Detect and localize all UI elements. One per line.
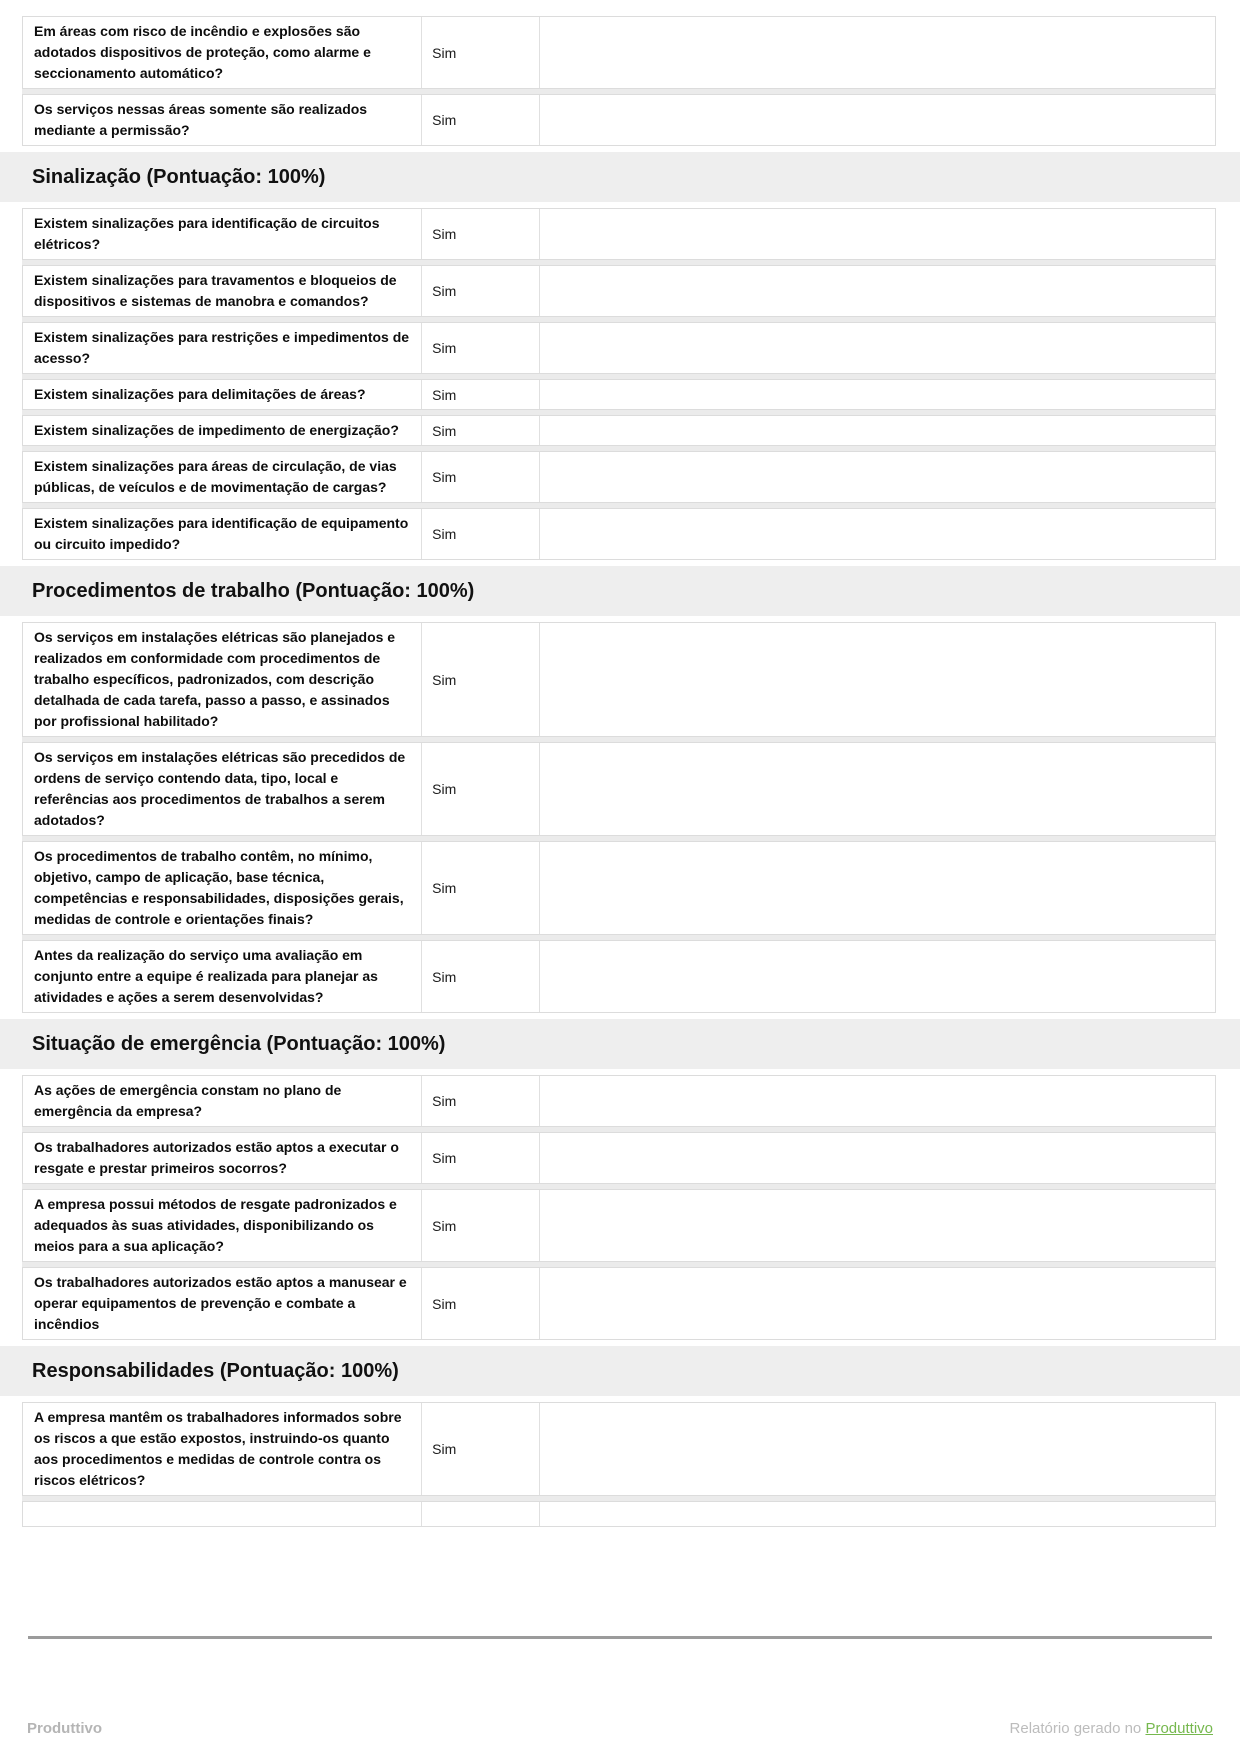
footer-divider: [28, 1636, 1212, 1639]
footer-generated-note: [1010, 1720, 1213, 1737]
answer-cell: [421, 452, 540, 502]
footer-generated-text: Relatório gerado no: [1009, 1720, 1146, 1737]
table-row: [22, 841, 1216, 935]
table-row: [22, 1132, 1216, 1184]
answer-value: Sim: [432, 968, 457, 985]
checklist-table: [22, 208, 1216, 560]
table-row: [22, 1189, 1216, 1262]
answer-value: Sim: [432, 1217, 457, 1234]
table-row: [22, 940, 1216, 1013]
table-row: [22, 622, 1216, 737]
answer-value: Sim: [432, 422, 457, 439]
observation-cell: [540, 1403, 1215, 1495]
checklist-table: [22, 622, 1216, 1013]
answer-value: Sim: [432, 112, 457, 128]
observation-cell: [540, 266, 1215, 316]
section-title: Sinalização (Pontuação: 100%): [32, 165, 326, 188]
observation-cell: [540, 380, 1215, 409]
answer-cell: [421, 842, 540, 934]
answer-value: Sim: [432, 1441, 457, 1457]
table-row: [22, 415, 1216, 446]
answer-cell: [421, 1190, 540, 1261]
answer-value: Sim: [432, 340, 457, 356]
section-title: Situação de emergência (Pontuação: 100%): [32, 1032, 446, 1055]
question-text: Em áreas com risco de incêndio e explosões são adotados dispositivos de proteção, como alarme e seccionamento automático?: [34, 23, 371, 81]
table-row: [22, 379, 1216, 410]
section-header: [0, 1346, 1240, 1396]
table-row: [22, 94, 1216, 146]
answer-cell: [421, 416, 540, 445]
question-text: Os trabalhadores autorizados estão aptos a executar o resgate e prestar primeiros socorros?: [34, 1139, 399, 1176]
answer-cell: [421, 509, 540, 559]
footer-brand: Produttivo: [27, 1720, 102, 1737]
section-header: [0, 566, 1240, 616]
answer-value: Sim: [432, 1295, 457, 1312]
question-text: Os serviços em instalações elétricas são precedidos de ordens de serviço contendo data, tipo, local e referências aos procedimentos de trabalhos a serem adotados?: [34, 749, 406, 828]
answer-cell: [421, 1133, 540, 1183]
question-text: A empresa mantêm os trabalhadores informados sobre os riscos a que estão expostos, instruindo-os quanto aos procedimentos e medidas de controle contra os riscos elétricos?: [34, 1409, 402, 1488]
answer-value: Sim: [432, 283, 457, 299]
answer-cell: [421, 266, 540, 316]
table-row: [22, 16, 1216, 89]
answer-cell: [421, 1076, 540, 1126]
checklist-table: [22, 1402, 1216, 1527]
observation-cell: [540, 1076, 1215, 1126]
answer-cell: [421, 380, 540, 409]
answer-cell: [421, 941, 540, 1012]
question-text: As ações de emergência constam no plano de emergência da empresa?: [34, 1082, 342, 1119]
observation-cell: [540, 1133, 1215, 1183]
produttivo-link[interactable]: Produttivo: [1145, 1720, 1213, 1737]
question-text: Existem sinalizações para áreas de circulação, de vias públicas, de veículos e de movimentação de cargas?: [34, 458, 397, 495]
answer-value: Sim: [432, 1093, 457, 1109]
answer-value: Sim: [432, 880, 457, 896]
section-title: Responsabilidades (Pontuação: 100%): [32, 1359, 399, 1382]
observation-cell: [540, 1268, 1215, 1339]
table-row: [22, 1402, 1216, 1496]
question-text: Existem sinalizações para delimitações de áreas?: [34, 386, 366, 402]
observation-cell: [540, 1190, 1215, 1261]
answer-cell: [421, 1268, 540, 1339]
observation-cell: [540, 209, 1215, 259]
observation-cell: [540, 452, 1215, 502]
table-row: [22, 508, 1216, 560]
question-text: Antes da realização do serviço uma avaliação em conjunto entre a equipe é realizada para planejar as atividades e ações a serem desenvolvidas?: [34, 947, 378, 1005]
question-text: A empresa possui métodos de resgate padronizados e adequados às suas atividades, disponibilizando os meios para a sua aplicação?: [34, 1196, 397, 1254]
question-text: Existem sinalizações para identificação de equipamento ou circuito impedido?: [34, 515, 409, 552]
question-text: Os serviços nessas áreas somente são realizados mediante a permissão?: [34, 101, 368, 138]
question-text: Existem sinalizações de impedimento de energização?: [34, 422, 399, 438]
table-row: [22, 1075, 1216, 1127]
observation-cell: [540, 623, 1215, 736]
answer-cell: [421, 95, 540, 145]
question-text: Existem sinalizações para identificação de circuitos elétricos?: [34, 215, 380, 252]
table-row: [22, 265, 1216, 317]
table-row: [22, 208, 1216, 260]
question-text: Os trabalhadores autorizados estão aptos a manusear e operar equipamentos de prevenção e combate a incêndios: [34, 1274, 407, 1332]
answer-value: Sim: [432, 469, 457, 485]
answer-cell: [421, 743, 540, 835]
answer-value: Sim: [432, 526, 457, 542]
table-row: [22, 451, 1216, 503]
observation-cell: [540, 941, 1215, 1012]
question-text: Existem sinalizações para travamentos e bloqueios de dispositivos e sistemas de manobra e comandos?: [34, 272, 397, 309]
section-header: [0, 152, 1240, 202]
answer-value: Sim: [432, 671, 457, 688]
table-row-empty: [22, 1501, 1216, 1527]
checklist-table: [22, 16, 1216, 146]
table-row: [22, 742, 1216, 836]
observation-cell: [540, 17, 1215, 88]
answer-value: Sim: [432, 1150, 457, 1166]
answer-value: Sim: [432, 386, 457, 403]
observation-cell: [540, 743, 1215, 835]
answer-cell: [421, 1403, 540, 1495]
table-row: [22, 322, 1216, 374]
answer-value: Sim: [432, 44, 457, 61]
observation-cell: [540, 323, 1215, 373]
question-text: [23, 1502, 421, 1526]
question-text: Os serviços em instalações elétricas são planejados e realizados em conformidade com procedimentos de trabalho específicos, padronizados, com descrição detalhada de cada tarefa, passo a passo, e assinados por profissional habilitado?: [34, 629, 396, 729]
observation-cell: [540, 1502, 1215, 1526]
question-text: Existem sinalizações para restrições e impedimentos de acesso?: [34, 329, 410, 366]
answer-cell: [421, 209, 540, 259]
observation-cell: [540, 509, 1215, 559]
observation-cell: [540, 95, 1215, 145]
section-title: Procedimentos de trabalho (Pontuação: 100%): [32, 579, 475, 602]
answer-cell: [421, 17, 540, 88]
answer-value: Sim: [432, 781, 457, 797]
observation-cell: [540, 416, 1215, 445]
question-text: Os procedimentos de trabalho contêm, no mínimo, objetivo, campo de aplicação, base técnica, competências e responsabilidades, disposições gerais, medidas de controle e orientações finais?: [34, 848, 404, 927]
answer-cell: [421, 1502, 540, 1526]
answer-value: Sim: [432, 226, 457, 242]
checklist-table: [22, 1075, 1216, 1340]
table-row: [22, 1267, 1216, 1340]
answer-cell: [421, 623, 540, 736]
section-header: [0, 1019, 1240, 1069]
answer-cell: [421, 323, 540, 373]
observation-cell: [540, 842, 1215, 934]
